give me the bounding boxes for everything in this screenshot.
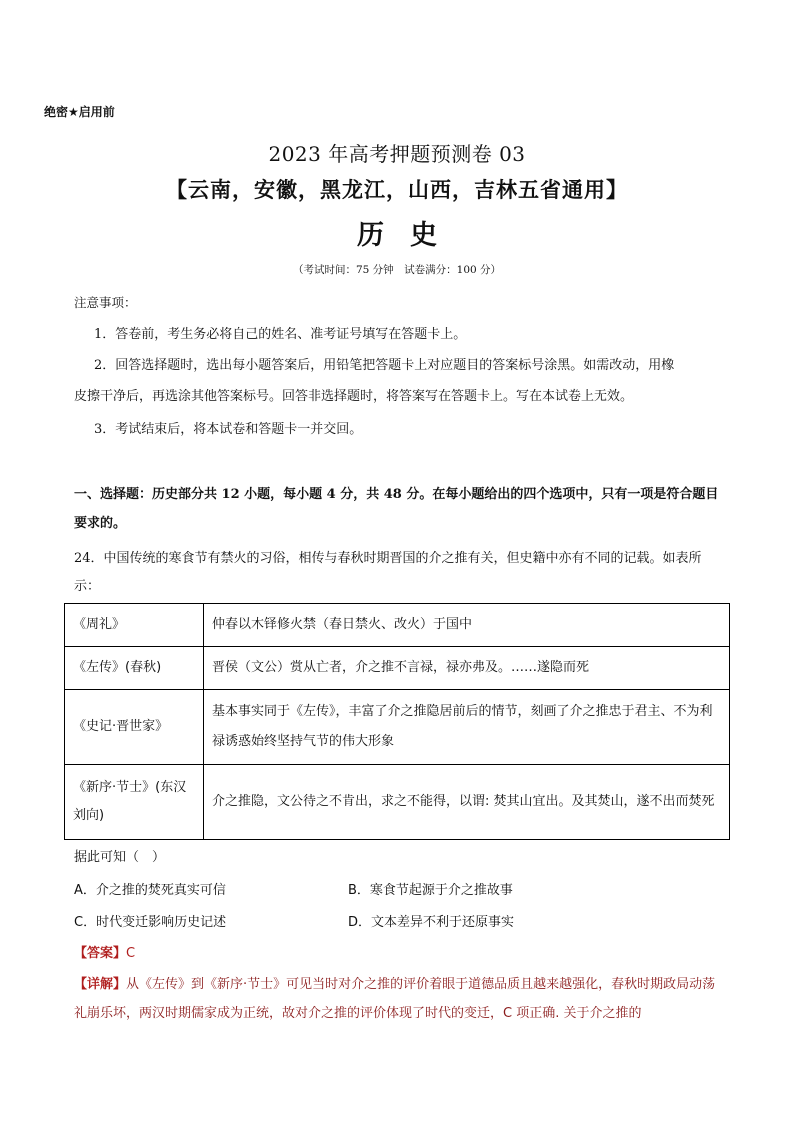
exam-info: （考试时间：75 分钟 试卷满分：100 分） <box>292 264 502 276</box>
note-item-2-line-2: 皮擦干净后，再选涂其他答案标号。回答非选择题时，将答案写在答题卡上。写在本试卷上无效。 <box>74 389 634 404</box>
subject-title: 历史 <box>357 220 463 251</box>
source-table <box>64 603 730 840</box>
answer-tag: 【答案】 <box>74 946 127 961</box>
option-a: A．介之推的焚死真实可信 <box>74 883 226 898</box>
table-row <box>65 604 730 647</box>
table-cell-source: 《周礼》 <box>65 604 204 647</box>
detail-paragraph <box>74 970 726 1028</box>
table-row <box>65 765 730 840</box>
option-c: C．时代变迁影响历史记述 <box>74 915 227 930</box>
question-ask: 据此可知（ ） <box>74 850 166 865</box>
secret-mark: 绝密★启用前 <box>44 105 115 119</box>
note-item-1: 1．答卷前，考生务必将自己的姓名、准考证号填写在答题卡上。 <box>94 327 467 342</box>
detail-tag: 【详解】 <box>74 977 127 992</box>
table-cell-content: 基本事实同于《左传》，丰富了介之推隐居前后的情节，刻画了介之推忠于君主、不为利禄诱惑始终坚持气节的伟大形象 <box>204 690 730 765</box>
note-item-2-line-1: 2．回答选择题时，选出每小题答案后，用铅笔把答题卡上对应题目的答案标号涂黑。如需改动，用橡 <box>94 358 675 373</box>
notes-title: 注意事项： <box>74 295 137 310</box>
option-b: B．寒食节起源于介之推故事 <box>348 883 513 898</box>
table-cell-source: 《史记·晋世家》 <box>65 690 204 765</box>
question-stem: 24．中国传统的寒食节有禁火的习俗，相传与春秋时期晋国的介之推有关，但史籍中亦有不同的记载。如表所示： <box>74 551 702 594</box>
section-heading: 一、选择题：历史部分共 12 小题，每小题 4 分，共 48 分。在每小题给出的四个选项中，只有一项是符合题目要求的。 <box>74 487 719 531</box>
table-row <box>65 647 730 690</box>
option-d: D．文本差异不利于还原事实 <box>348 915 515 930</box>
table-cell-content: 晋侯（文公）赏从亡者，介之推不言禄，禄亦弗及。……遂隐而死 <box>204 647 730 690</box>
table-cell-content: 仲春以木铎修火禁（春日禁火、改火）于国中 <box>204 604 730 647</box>
table-row <box>65 690 730 765</box>
answer-line <box>74 942 135 961</box>
table-cell-content: 介之推隐，文公待之不肯出，求之不能得，以谓: 焚其山宜出。及其焚山，遂不出而焚死 <box>204 765 730 840</box>
exam-subtitle: 【云南，安徽，黑龙江，山西，吉林五省通用】 <box>166 178 628 202</box>
exam-title: 2023 年高考押题预测卷 03 <box>268 142 526 166</box>
detail-text: 从《左传》到《新序·节士》可见当时对介之推的评价着眼于道德品质且越来越强化，春秋时期政局动荡礼崩乐坏，两汉时期儒家成为正统，故对介之推的评价体现了时代的变迁，C 项正确. 关于介之推的 <box>74 977 716 1021</box>
answer-value: C <box>126 946 136 961</box>
note-item-3: 3．考试结束后，将本试卷和答题卡一并交回。 <box>94 422 363 437</box>
table-cell-source: 《新序·节士》(东汉刘向) <box>65 765 204 840</box>
table-cell-source: 《左传》(春秋) <box>65 647 204 690</box>
